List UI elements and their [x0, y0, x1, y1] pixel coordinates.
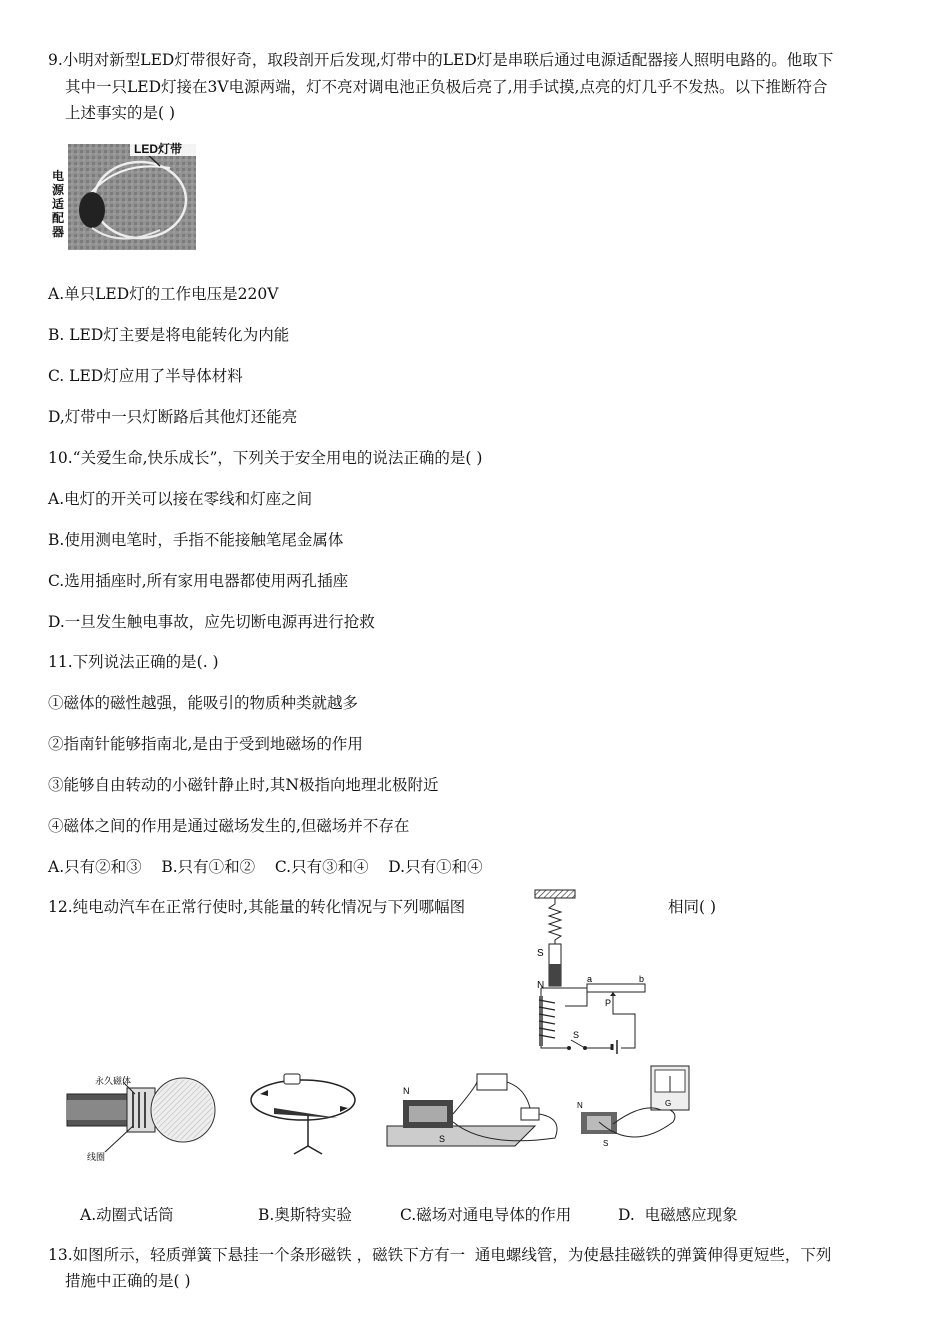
q10-option-c: C.选用插座时,所有家用电器都使用两孔插座	[48, 572, 349, 590]
q12-option-d: D. 电磁感应现象	[618, 1206, 738, 1224]
q11-statement-4: ④磁体之间的作用是通过磁场发生的,但磁场并不存在	[48, 817, 410, 835]
coil-label: 线圈	[87, 1153, 106, 1163]
q12-option-b: B.奥斯特实验	[258, 1206, 352, 1224]
rheostat-b-label: b	[639, 974, 645, 984]
adapter-label: 电源适配器	[52, 169, 65, 239]
q9-stem-line1: 9.小明对新型LED灯带很好奇，取段剖开后发现,灯带中的LED灯是串联后通过电源适配器接人照明电路的。他取下	[48, 51, 834, 69]
q10-option-b: B.使用测电笔时，手指不能接触笔尾金属体	[48, 531, 344, 549]
oersted-figure	[248, 1068, 363, 1158]
q12-stem-right: 相同( )	[668, 898, 717, 916]
spring-magnet-circuit-figure	[525, 888, 655, 1058]
slider-p-label: P	[605, 998, 612, 1008]
fig-c-s-label: S	[439, 1134, 446, 1144]
q9-option-d: D,灯带中一只灯断路后其他灯还能亮	[48, 408, 298, 426]
motor-principle-figure	[385, 1068, 565, 1158]
magnet-s-label: S	[537, 948, 544, 959]
q11-stem: 11.下列说法正确的是(. )	[48, 653, 219, 671]
q12-option-c: C.磁场对通电导体的作用	[400, 1206, 572, 1224]
q13-stem-line2: 措施中正确的是( )	[65, 1272, 191, 1290]
q11-statement-3: ③能够自由转动的小磁针静止时,其N极指向地理北极附近	[48, 776, 439, 794]
q10-option-a: A.电灯的开关可以接在零线和灯座之间	[48, 490, 313, 508]
led-strip-figure	[50, 138, 200, 253]
induction-figure	[573, 1062, 695, 1162]
switch-s-label: S	[573, 1030, 580, 1040]
q11-statement-2: ②指南针能够指南北,是由于受到地磁场的作用	[48, 735, 363, 753]
fig-d-s-label: S	[603, 1139, 609, 1148]
q13-stem-line1: 13.如图所示，轻质弹簧下悬挂一个条形磁铁 ，磁铁下方有一 通电螺线管，为使悬挂磁铁的弹簧伸得更短些，下列	[48, 1246, 832, 1264]
q11-statement-1: ①磁体的磁性越强，能吸引的物质种类就越多	[48, 694, 359, 712]
q11-choices: A.只有②和③ B.只有①和② C.只有③和④ D.只有①和④	[48, 858, 483, 876]
rheostat-a-label: a	[587, 974, 593, 984]
q9-option-a: A.单只LED灯的工作电压是220V	[48, 285, 279, 303]
microphone-figure	[65, 1068, 225, 1163]
fig-c-n-label: N	[403, 1086, 410, 1096]
q9-option-c: C. LED灯应用了半导体材料	[48, 367, 243, 385]
magnet-label: 永久磁体	[95, 1077, 132, 1087]
fig-d-n-label: N	[577, 1101, 583, 1110]
q12-stem-left: 12.纯电动汽车在正常行使时,其能量的转化情况与下列哪幅图	[48, 898, 466, 916]
q10-stem: 10.“关爱生命,快乐成长”，下列关于安全用电的说法正确的是( )	[48, 449, 483, 467]
q10-option-d: D.一旦发生触电事故，应先切断电源再进行抢救	[48, 613, 375, 631]
q9-stem-line3: 上述事实的是( )	[65, 104, 176, 122]
q9-option-b: B. LED灯主要是将电能转化为内能	[48, 326, 290, 344]
magnet-n-label: N	[537, 980, 545, 991]
meter-label: G	[665, 1099, 672, 1108]
led-strip-label: LED灯带	[134, 142, 183, 156]
q12-option-a: A.动圈式话筒	[80, 1206, 174, 1224]
q9-stem-line2: 其中一只LED灯接在3V电源两端，灯不亮对调电池正负极后亮了,用手试摸,点亮的灯几乎不发热。以下推断符合	[65, 78, 828, 96]
